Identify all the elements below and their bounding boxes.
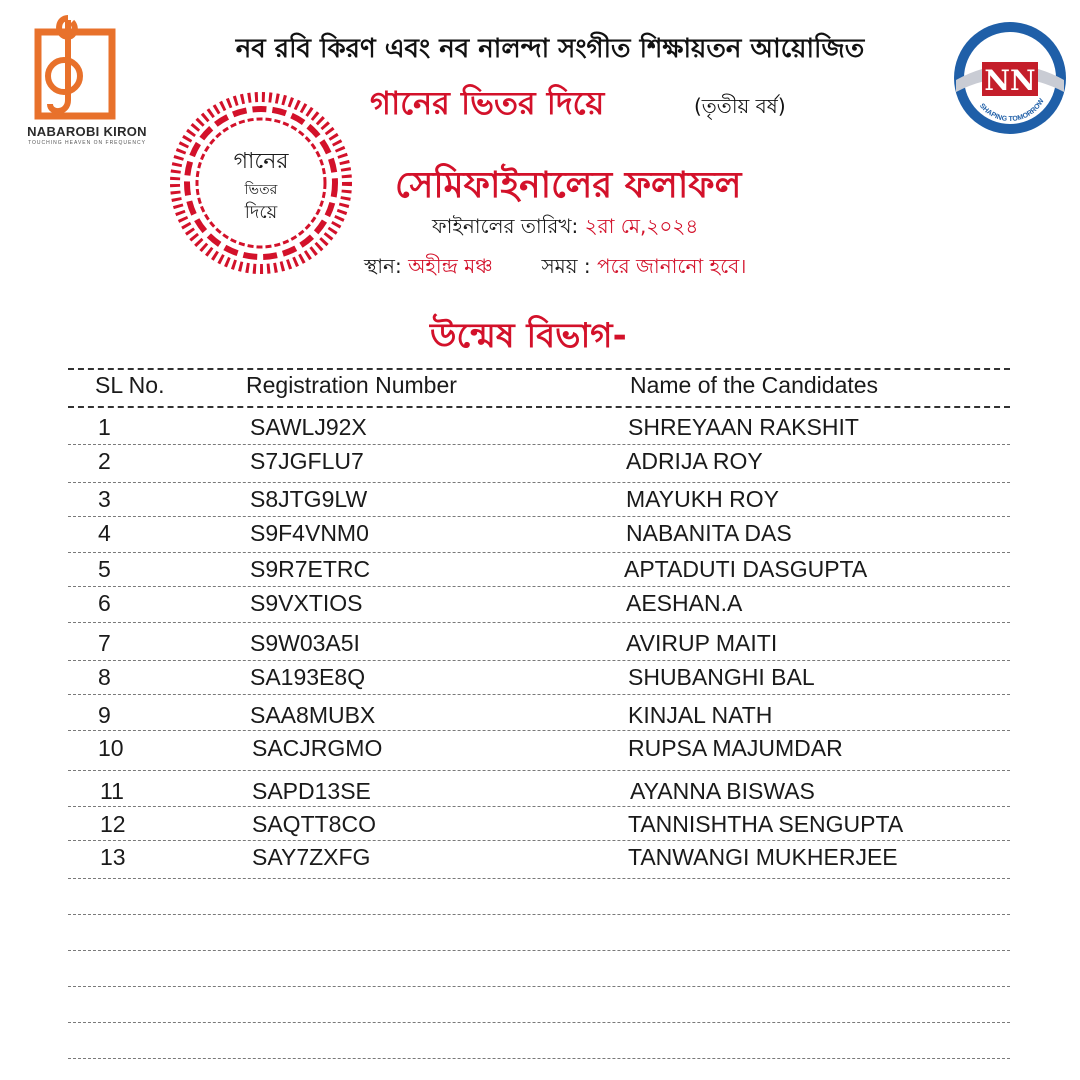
row-name: TANNISHTHA SENGUPTA: [628, 811, 904, 837]
final-date-line: [432, 212, 698, 245]
row-divider: [68, 878, 1010, 879]
seal-word-1: গানের: [233, 149, 289, 174]
row-sl: 3: [98, 486, 111, 512]
table-top-rule: [68, 368, 1010, 370]
row-sl: 10: [98, 735, 124, 761]
time-label: সময় :: [541, 254, 591, 278]
row-divider: [68, 694, 1010, 695]
result-heading: সেমিফাইনালের ফলাফল: [395, 165, 742, 206]
table-row: [0, 556, 1080, 586]
row-sl: 5: [98, 556, 111, 582]
row-name: SHREYAAN RAKSHIT: [628, 414, 859, 440]
row-registration: SACJRGMO: [252, 735, 383, 761]
row-divider: [68, 586, 1010, 587]
row-name: APTADUTI DASGUPTA: [624, 556, 868, 582]
row-sl: 12: [100, 811, 126, 837]
table-row: [0, 811, 1080, 841]
row-sl: 2: [98, 448, 111, 474]
seal-word-3: দিয়ে: [244, 202, 278, 223]
row-registration: S7JGFLU7: [250, 448, 364, 474]
row-registration: S9R7ETRC: [250, 556, 371, 582]
row-name: AYANNA BISWAS: [630, 778, 815, 804]
row-divider: [68, 806, 1010, 807]
table-row: [0, 735, 1080, 765]
row-name: AVIRUP MAITI: [626, 630, 778, 656]
row-registration: SAWLJ92X: [250, 414, 367, 440]
empty-row-divider: [68, 950, 1010, 951]
row-name: MAYUKH ROY: [626, 486, 779, 512]
final-date-value: ২রা মে,২০২৪: [584, 214, 699, 238]
row-registration: SAA8MUBX: [250, 702, 376, 728]
left-logo-tagline: TOUCHING HEAVEN ON FREQUENCY: [28, 140, 146, 146]
emblem-letters: NN: [984, 64, 1036, 97]
row-name: NABANITA DAS: [626, 520, 792, 546]
organiser-line: নব রবি কিরণ এবং নব নালন্দা সংগীত শিক্ষায়তন আয়োজিত: [235, 34, 865, 64]
table-row: [0, 702, 1080, 732]
venue-value: অহীন্দ্র মঞ্চ: [408, 254, 493, 278]
col-header-registration: Registration Number: [246, 372, 457, 398]
row-sl: 4: [98, 520, 111, 546]
row-registration: S9F4VNM0: [250, 520, 369, 546]
table-row: [0, 520, 1080, 550]
row-divider: [68, 730, 1010, 731]
empty-row-divider: [68, 1058, 1010, 1059]
event-seal: [168, 90, 354, 276]
row-sl: 8: [98, 664, 111, 690]
row-sl: 11: [100, 778, 124, 804]
row-registration: SAQTT8CO: [252, 811, 376, 837]
row-divider: [68, 660, 1010, 661]
row-name: RUPSA MAJUMDAR: [628, 735, 843, 761]
row-divider: [68, 516, 1010, 517]
row-divider: [68, 482, 1010, 483]
emblem-tagline: SHAPING TOMORROW: [977, 97, 1046, 124]
row-registration: S9VXTIOS: [250, 590, 363, 616]
left-logo-name: NABAROBI KIRON: [27, 124, 147, 139]
empty-row-divider: [68, 914, 1010, 915]
row-name: KINJAL NATH: [628, 702, 773, 728]
row-divider: [68, 770, 1010, 771]
event-year: (তৃতীয় বর্ষ): [694, 94, 786, 118]
row-divider: [68, 840, 1010, 841]
row-registration: S8JTG9LW: [250, 486, 368, 512]
empty-row-divider: [68, 986, 1010, 987]
venue-label: স্থান:: [364, 254, 402, 278]
row-registration: SAY7ZXFG: [252, 844, 371, 870]
section-title: উন্মেষ বিভাগ-: [430, 316, 627, 356]
row-registration: S9W03A5I: [250, 630, 360, 656]
row-sl: 1: [98, 414, 111, 440]
col-header-name: Name of the Candidates: [630, 372, 879, 398]
row-name: ADRIJA ROY: [626, 448, 763, 474]
table-row: [0, 630, 1080, 660]
row-divider: [68, 622, 1010, 623]
row-divider: [68, 444, 1010, 445]
nava-nalanda-emblem: [952, 20, 1068, 136]
table-header-rule: [68, 406, 1010, 408]
row-sl: 6: [98, 590, 111, 616]
venue-time-line: [364, 252, 746, 285]
seal-word-2: ভিতর: [244, 182, 278, 198]
col-header-sl: SL No.: [95, 372, 165, 398]
table-row: [0, 486, 1080, 516]
event-title: গানের ভিতর দিয়ে: [370, 84, 605, 122]
row-registration: SAPD13SE: [252, 778, 371, 804]
row-sl: 7: [98, 630, 111, 656]
row-registration: SA193E8Q: [250, 664, 366, 690]
row-name: AESHAN.A: [626, 590, 743, 616]
empty-row-divider: [68, 1022, 1010, 1023]
row-name: SHUBANGHI BAL: [628, 664, 815, 690]
table-row: [0, 448, 1080, 478]
table-row: [0, 414, 1080, 444]
row-divider: [68, 552, 1010, 553]
table-row: [0, 844, 1080, 874]
table-row: [0, 590, 1080, 620]
row-name: TANWANGI MUKHERJEE: [628, 844, 898, 870]
table-row: [0, 778, 1080, 808]
table-row: [0, 664, 1080, 694]
emblem-estd: Estd. 1967: [978, 33, 1040, 55]
final-date-label: ফাইনালের তারিখ:: [432, 214, 579, 238]
row-sl: 13: [100, 844, 126, 870]
row-sl: 9: [98, 702, 111, 728]
time-value: পরে জানানো হবে।: [597, 254, 747, 278]
